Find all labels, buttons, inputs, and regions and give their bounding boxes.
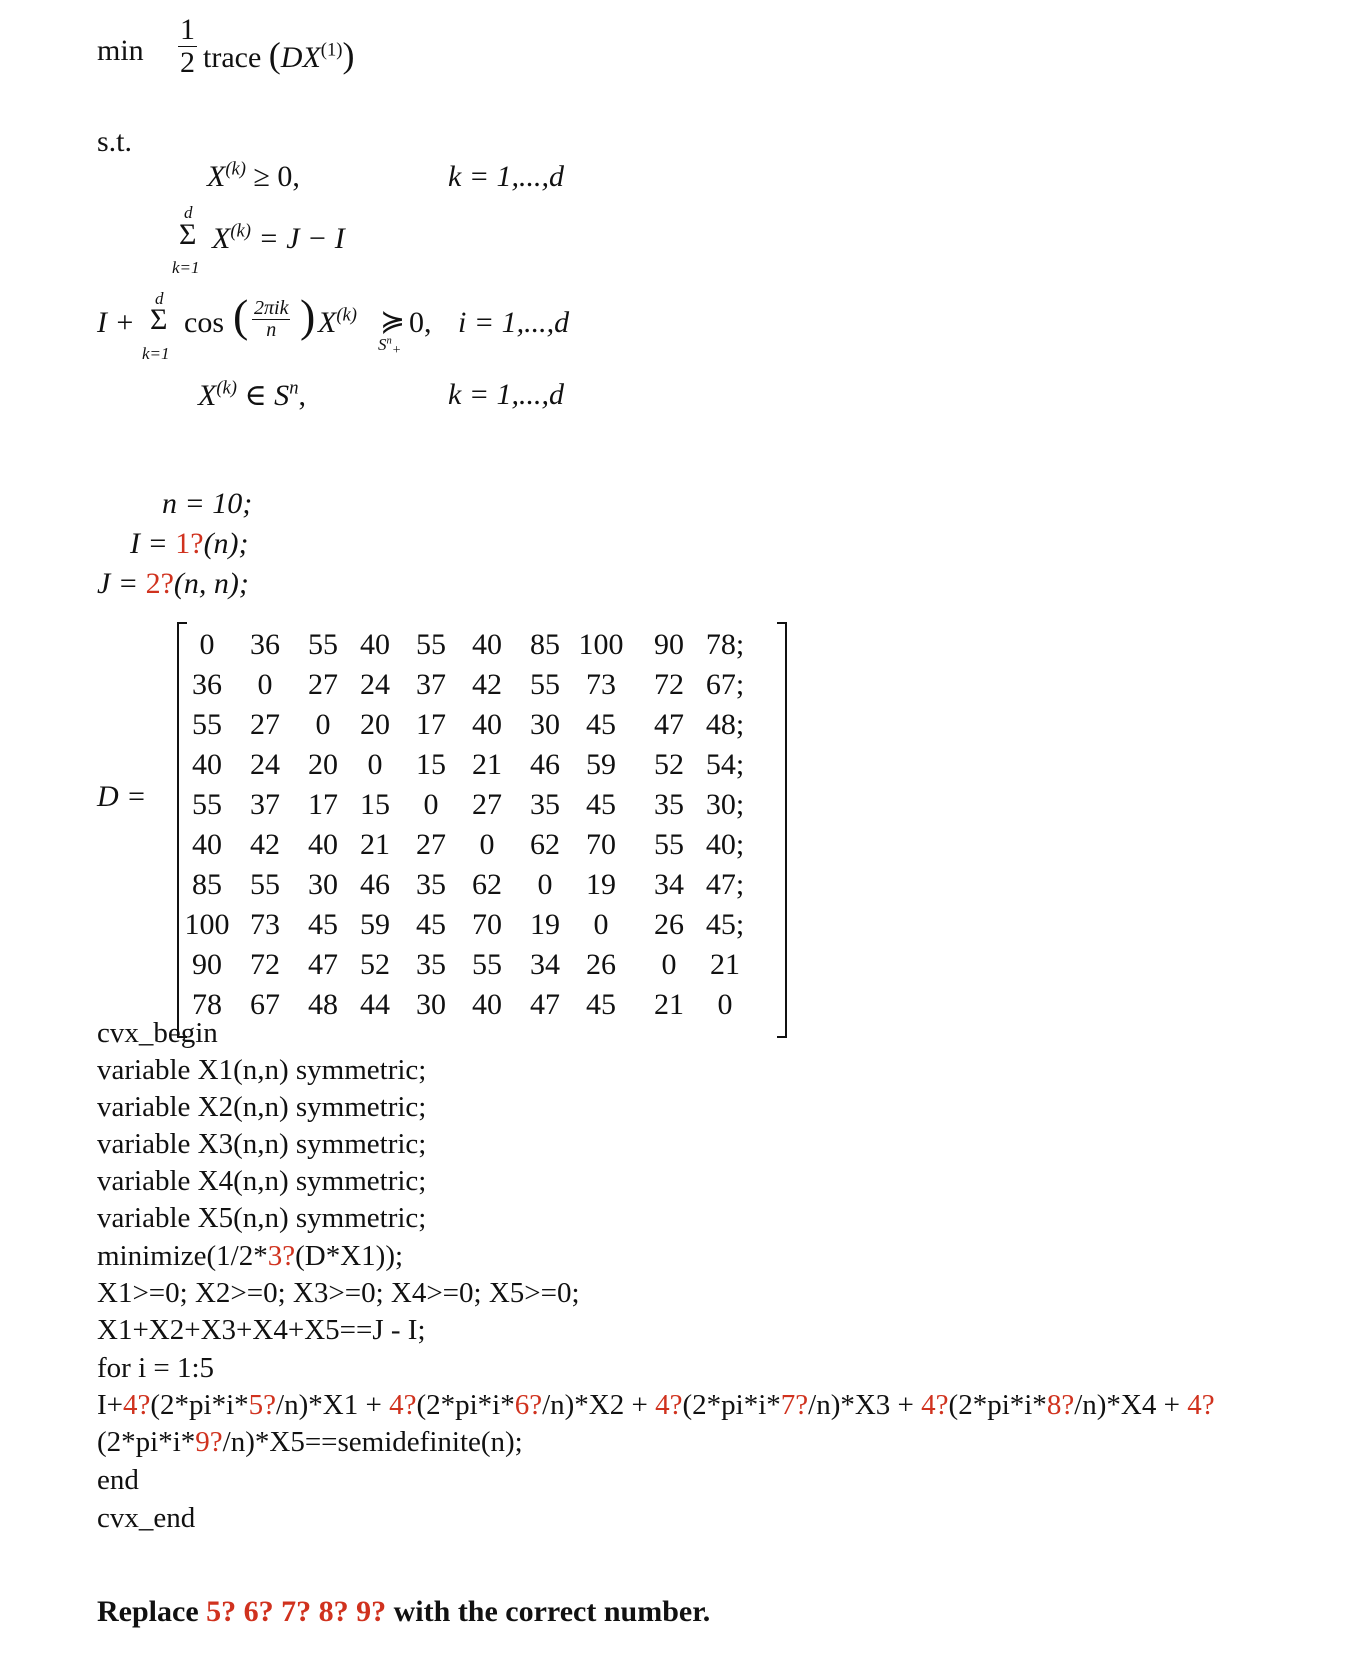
trace-close-paren: )	[342, 35, 355, 75]
constraint-1-range: k = 1,...,d	[448, 160, 565, 193]
code-line-9: X1+X2+X3+X4+X5==J - I;	[97, 1314, 426, 1346]
matrix-cell: 0	[593, 908, 609, 941]
matrix-cell: 20	[360, 708, 390, 741]
matrix-cell: 0	[367, 748, 383, 781]
matrix-cell: 85	[192, 868, 222, 901]
matrix-cell: 24	[250, 748, 280, 781]
constraint-2-sup: (k)	[230, 220, 251, 242]
matrix-cell: 44	[360, 988, 390, 1021]
constraint-4-range: k = 1,...,d	[448, 378, 565, 411]
matrix-cell: 47	[308, 948, 338, 981]
matrix-cell: 42	[472, 668, 502, 701]
matrix-cell: 30	[416, 988, 446, 1021]
succeq-icon: ≽	[380, 305, 406, 338]
code-placeholder-9: 9?	[195, 1426, 223, 1458]
matrix-cell: 40	[472, 988, 502, 1021]
constraint-2	[212, 222, 345, 256]
code-l11-p6: (2*pi*i*	[682, 1389, 781, 1421]
matrix-cell: 67;	[705, 668, 745, 701]
constraint-4-var: X	[198, 379, 217, 412]
matrix-cell: 36	[192, 668, 222, 701]
constraint-3-range: i = 1,...,d	[458, 306, 570, 339]
constraint-4-in: ∈ S	[244, 379, 290, 412]
distance-matrix	[177, 622, 787, 1034]
J-rest: (n, n);	[173, 567, 249, 600]
matrix-cell: 35	[416, 948, 446, 981]
matrix-cell: 0	[423, 788, 439, 821]
J-definition	[97, 567, 249, 601]
code-line-14: cvx_end	[97, 1502, 196, 1534]
matrix-cell: 48;	[705, 708, 745, 741]
code-l11-p7: /n)*X3 +	[808, 1389, 922, 1421]
constraint-1-var: X	[207, 160, 226, 193]
matrix-cell: 40	[472, 628, 502, 661]
matrix-cell: 55	[192, 708, 222, 741]
matrix-cell: 21	[710, 948, 740, 981]
matrix-cell: 40	[192, 828, 222, 861]
code-line-2: variable X1(n,n) symmetric;	[97, 1054, 427, 1086]
I-definition	[130, 527, 249, 561]
matrix-cell: 35	[416, 868, 446, 901]
left-paren-icon: (	[233, 290, 249, 341]
matrix-cell: 54;	[705, 748, 745, 781]
matrix-cell: 21	[360, 828, 390, 861]
matrix-cell: 45	[586, 788, 616, 821]
matrix-cell: 35	[530, 788, 560, 821]
matrix-cell: 100	[578, 628, 624, 661]
constraint-1-rel: ≥ 0,	[253, 160, 300, 193]
I-placeholder: 1?	[175, 527, 204, 560]
matrix-cell: 30	[308, 868, 338, 901]
code-line-7	[97, 1240, 403, 1273]
matrix-cell: 55	[192, 788, 222, 821]
code-l11-p9: /n)*X4 +	[1074, 1389, 1188, 1421]
matrix-cell: 0	[537, 868, 553, 901]
matrix-cell: 26	[654, 908, 684, 941]
matrix-cell: 55	[308, 628, 338, 661]
code-placeholder-4: 4?	[123, 1389, 151, 1421]
code-placeholder-8: 8?	[1046, 1389, 1075, 1421]
frac-numerator: 1	[180, 13, 195, 46]
constraint-4-in-sup: n	[289, 377, 299, 399]
matrix-cell: 27	[416, 828, 446, 861]
constraint-3-fraction	[252, 298, 290, 341]
constraint-4-comma: ,	[298, 379, 306, 412]
matrix-cell: 100	[184, 908, 230, 941]
code-line-1: cvx_begin	[97, 1017, 218, 1049]
code-l12-p2: /n)*X5==semidefinite(n);	[222, 1426, 523, 1458]
code-line-7-a: minimize(1/2*	[97, 1240, 268, 1272]
constraint-1	[207, 160, 300, 194]
matrix-cell: 27	[308, 668, 338, 701]
matrix-cell: 40	[308, 828, 338, 861]
constraint-3-frac-den: n	[266, 319, 277, 341]
trace-superscript: (1)	[320, 39, 343, 61]
matrix-row	[177, 828, 777, 868]
code-l11-p5: /n)*X2 +	[542, 1389, 656, 1421]
matrix-cell: 45	[586, 988, 616, 1021]
instruction-line	[97, 1595, 710, 1629]
matrix-cell: 55	[250, 868, 280, 901]
constraint-3-sup: (k)	[336, 304, 357, 326]
constraint-4-sup: (k)	[216, 377, 237, 399]
constraint-3-cos: cos	[184, 306, 224, 339]
matrix-cell: 73	[250, 908, 280, 941]
code-line-5: variable X4(n,n) symmetric;	[97, 1165, 427, 1197]
constraint-2-sum-bottom: k=1	[172, 258, 200, 277]
code-l11-p3: /n)*X1 +	[276, 1389, 390, 1421]
matrix-cell: 45	[586, 708, 616, 741]
matrix-cell: 34	[654, 868, 684, 901]
trace-open-paren: (	[268, 35, 281, 75]
constraint-2-var: X	[212, 222, 231, 255]
constraint-3-var-group	[318, 306, 357, 340]
matrix-row	[177, 628, 777, 668]
matrix-cell: 48	[308, 988, 338, 1021]
matrix-cell: 26	[586, 948, 616, 981]
code-l11-p1: I+	[97, 1389, 124, 1421]
right-paren-icon: )	[300, 290, 316, 341]
instruction-prefix: Replace	[97, 1595, 207, 1628]
code-l12-p1: (2*pi*i*	[97, 1426, 196, 1458]
matrix-cell: 45	[308, 908, 338, 941]
I-rest: (n);	[203, 527, 249, 560]
subject-to-label: s.t.	[97, 125, 133, 158]
code-placeholder-4: 4?	[921, 1389, 949, 1421]
matrix-cell: 85	[530, 628, 560, 661]
matrix-cell: 55	[530, 668, 560, 701]
objective-fraction	[178, 14, 197, 78]
D-label: D =	[97, 780, 147, 813]
matrix-cell: 70	[472, 908, 502, 941]
matrix-cell: 30	[530, 708, 560, 741]
code-placeholder-4: 4?	[655, 1389, 683, 1421]
matrix-cell: 62	[472, 868, 502, 901]
code-placeholder-5: 5?	[248, 1389, 277, 1421]
code-l11-p4: (2*pi*i*	[416, 1389, 515, 1421]
frac-denominator: 2	[180, 45, 195, 79]
matrix-cell: 45;	[705, 908, 745, 941]
matrix-cell: 72	[250, 948, 280, 981]
n-definition: n = 10;	[162, 487, 253, 520]
matrix-row	[177, 868, 777, 908]
matrix-cell: 90	[654, 628, 684, 661]
matrix-cell: 0	[661, 948, 677, 981]
constraint-3-var: X	[318, 306, 337, 339]
right-bracket-icon	[777, 622, 787, 1038]
matrix-cell: 21	[654, 988, 684, 1021]
matrix-cell: 78;	[705, 628, 745, 661]
J-placeholder: 2?	[145, 567, 174, 600]
matrix-cell: 47	[530, 988, 560, 1021]
code-l11-p2: (2*pi*i*	[150, 1389, 249, 1421]
matrix-cell: 36	[250, 628, 280, 661]
matrix-cell: 52	[654, 748, 684, 781]
matrix-cell: 15	[416, 748, 446, 781]
matrix-cell: 73	[586, 668, 616, 701]
matrix-cell: 17	[416, 708, 446, 741]
matrix-cell: 37	[250, 788, 280, 821]
code-line-13: end	[97, 1464, 139, 1496]
matrix-cell: 40	[360, 628, 390, 661]
matrix-cell: 46	[530, 748, 560, 781]
matrix-cell: 15	[360, 788, 390, 821]
matrix-cell: 27	[472, 788, 502, 821]
matrix-cell: 40	[192, 748, 222, 781]
code-line-4: variable X3(n,n) symmetric;	[97, 1128, 427, 1160]
matrix-cell: 55	[654, 828, 684, 861]
matrix-cell: 78	[192, 988, 222, 1021]
matrix-cell: 40;	[705, 828, 745, 861]
min-label: min	[97, 34, 144, 67]
code-placeholder-6: 6?	[514, 1389, 543, 1421]
matrix-cell: 59	[360, 908, 390, 941]
matrix-cell: 19	[586, 868, 616, 901]
I-lhs: I =	[130, 527, 176, 560]
trace-argument: DX	[280, 41, 321, 74]
cone-label: S	[378, 335, 387, 354]
matrix-cell: 40	[472, 708, 502, 741]
sigma-icon: Σ	[179, 218, 197, 251]
instruction-placeholders: 5? 6? 7? 8? 9?	[206, 1595, 387, 1628]
matrix-cell: 52	[360, 948, 390, 981]
constraint-3-sum-bottom: k=1	[142, 344, 170, 363]
matrix-cell: 67	[250, 988, 280, 1021]
code-line-10: for i = 1:5	[97, 1352, 215, 1384]
matrix-row	[177, 908, 777, 948]
trace-expression	[203, 34, 354, 76]
matrix-cell: 20	[308, 748, 338, 781]
matrix-cell: 30;	[705, 788, 745, 821]
matrix-cell: 0	[717, 988, 733, 1021]
matrix-cell: 47	[654, 708, 684, 741]
code-line-3: variable X2(n,n) symmetric;	[97, 1091, 427, 1123]
matrix-cell: 45	[416, 908, 446, 941]
matrix-row	[177, 988, 777, 1028]
matrix-cell: 19	[530, 908, 560, 941]
matrix-cell: 24	[360, 668, 390, 701]
matrix-cell: 34	[530, 948, 560, 981]
cone-sup: n	[386, 335, 392, 347]
matrix-cell: 35	[654, 788, 684, 821]
sigma-icon: Σ	[150, 303, 168, 336]
matrix-row	[177, 788, 777, 828]
code-line-7-b: (D*X1));	[295, 1240, 404, 1272]
constraint-4	[198, 378, 306, 413]
code-placeholder-3: 3?	[267, 1240, 296, 1272]
constraint-2-rhs: = J − I	[258, 222, 345, 255]
constraint-3-sum-top: d	[155, 289, 164, 308]
matrix-cell: 37	[416, 668, 446, 701]
matrix-cell: 46	[360, 868, 390, 901]
instruction-suffix: with the correct number.	[386, 1595, 711, 1628]
trace-label: trace	[203, 41, 262, 74]
matrix-cell: 70	[586, 828, 616, 861]
cone-sub: +	[391, 343, 402, 358]
matrix-cell: 27	[250, 708, 280, 741]
constraint-3-cone	[378, 335, 401, 359]
matrix-cell: 59	[586, 748, 616, 781]
matrix-cell: 55	[416, 628, 446, 661]
constraint-3-frac-num: 2πik	[254, 297, 289, 319]
code-l11-p8: (2*pi*i*	[948, 1389, 1047, 1421]
constraint-1-sup: (k)	[225, 158, 246, 180]
code-line-6: variable X5(n,n) symmetric;	[97, 1202, 427, 1234]
code-placeholder-7: 7?	[780, 1389, 809, 1421]
matrix-cell: 90	[192, 948, 222, 981]
matrix-row	[177, 948, 777, 988]
code-line-11	[97, 1389, 1215, 1422]
code-placeholder-4: 4?	[389, 1389, 417, 1421]
code-placeholder-4: 4?	[1187, 1389, 1215, 1421]
matrix-cell: 0	[315, 708, 331, 741]
constraint-2-sum-top: d	[184, 203, 193, 222]
matrix-row	[177, 708, 777, 748]
matrix-cell: 0	[199, 628, 215, 661]
matrix-cell: 47;	[705, 868, 745, 901]
matrix-cell: 0	[479, 828, 495, 861]
matrix-cell: 21	[472, 748, 502, 781]
matrix-cell: 62	[530, 828, 560, 861]
matrix-cell: 72	[654, 668, 684, 701]
matrix-cell: 55	[472, 948, 502, 981]
matrix-row	[177, 668, 777, 708]
constraint-3-rhs: 0,	[409, 306, 432, 339]
matrix-cell: 0	[257, 668, 273, 701]
code-line-8: X1>=0; X2>=0; X3>=0; X4>=0; X5>=0;	[97, 1277, 580, 1309]
constraint-3-prefix: I +	[97, 306, 135, 339]
matrix-cell: 17	[308, 788, 338, 821]
J-lhs: J =	[97, 567, 146, 600]
matrix-cell: 42	[250, 828, 280, 861]
code-line-12	[97, 1426, 523, 1459]
matrix-row	[177, 748, 777, 788]
